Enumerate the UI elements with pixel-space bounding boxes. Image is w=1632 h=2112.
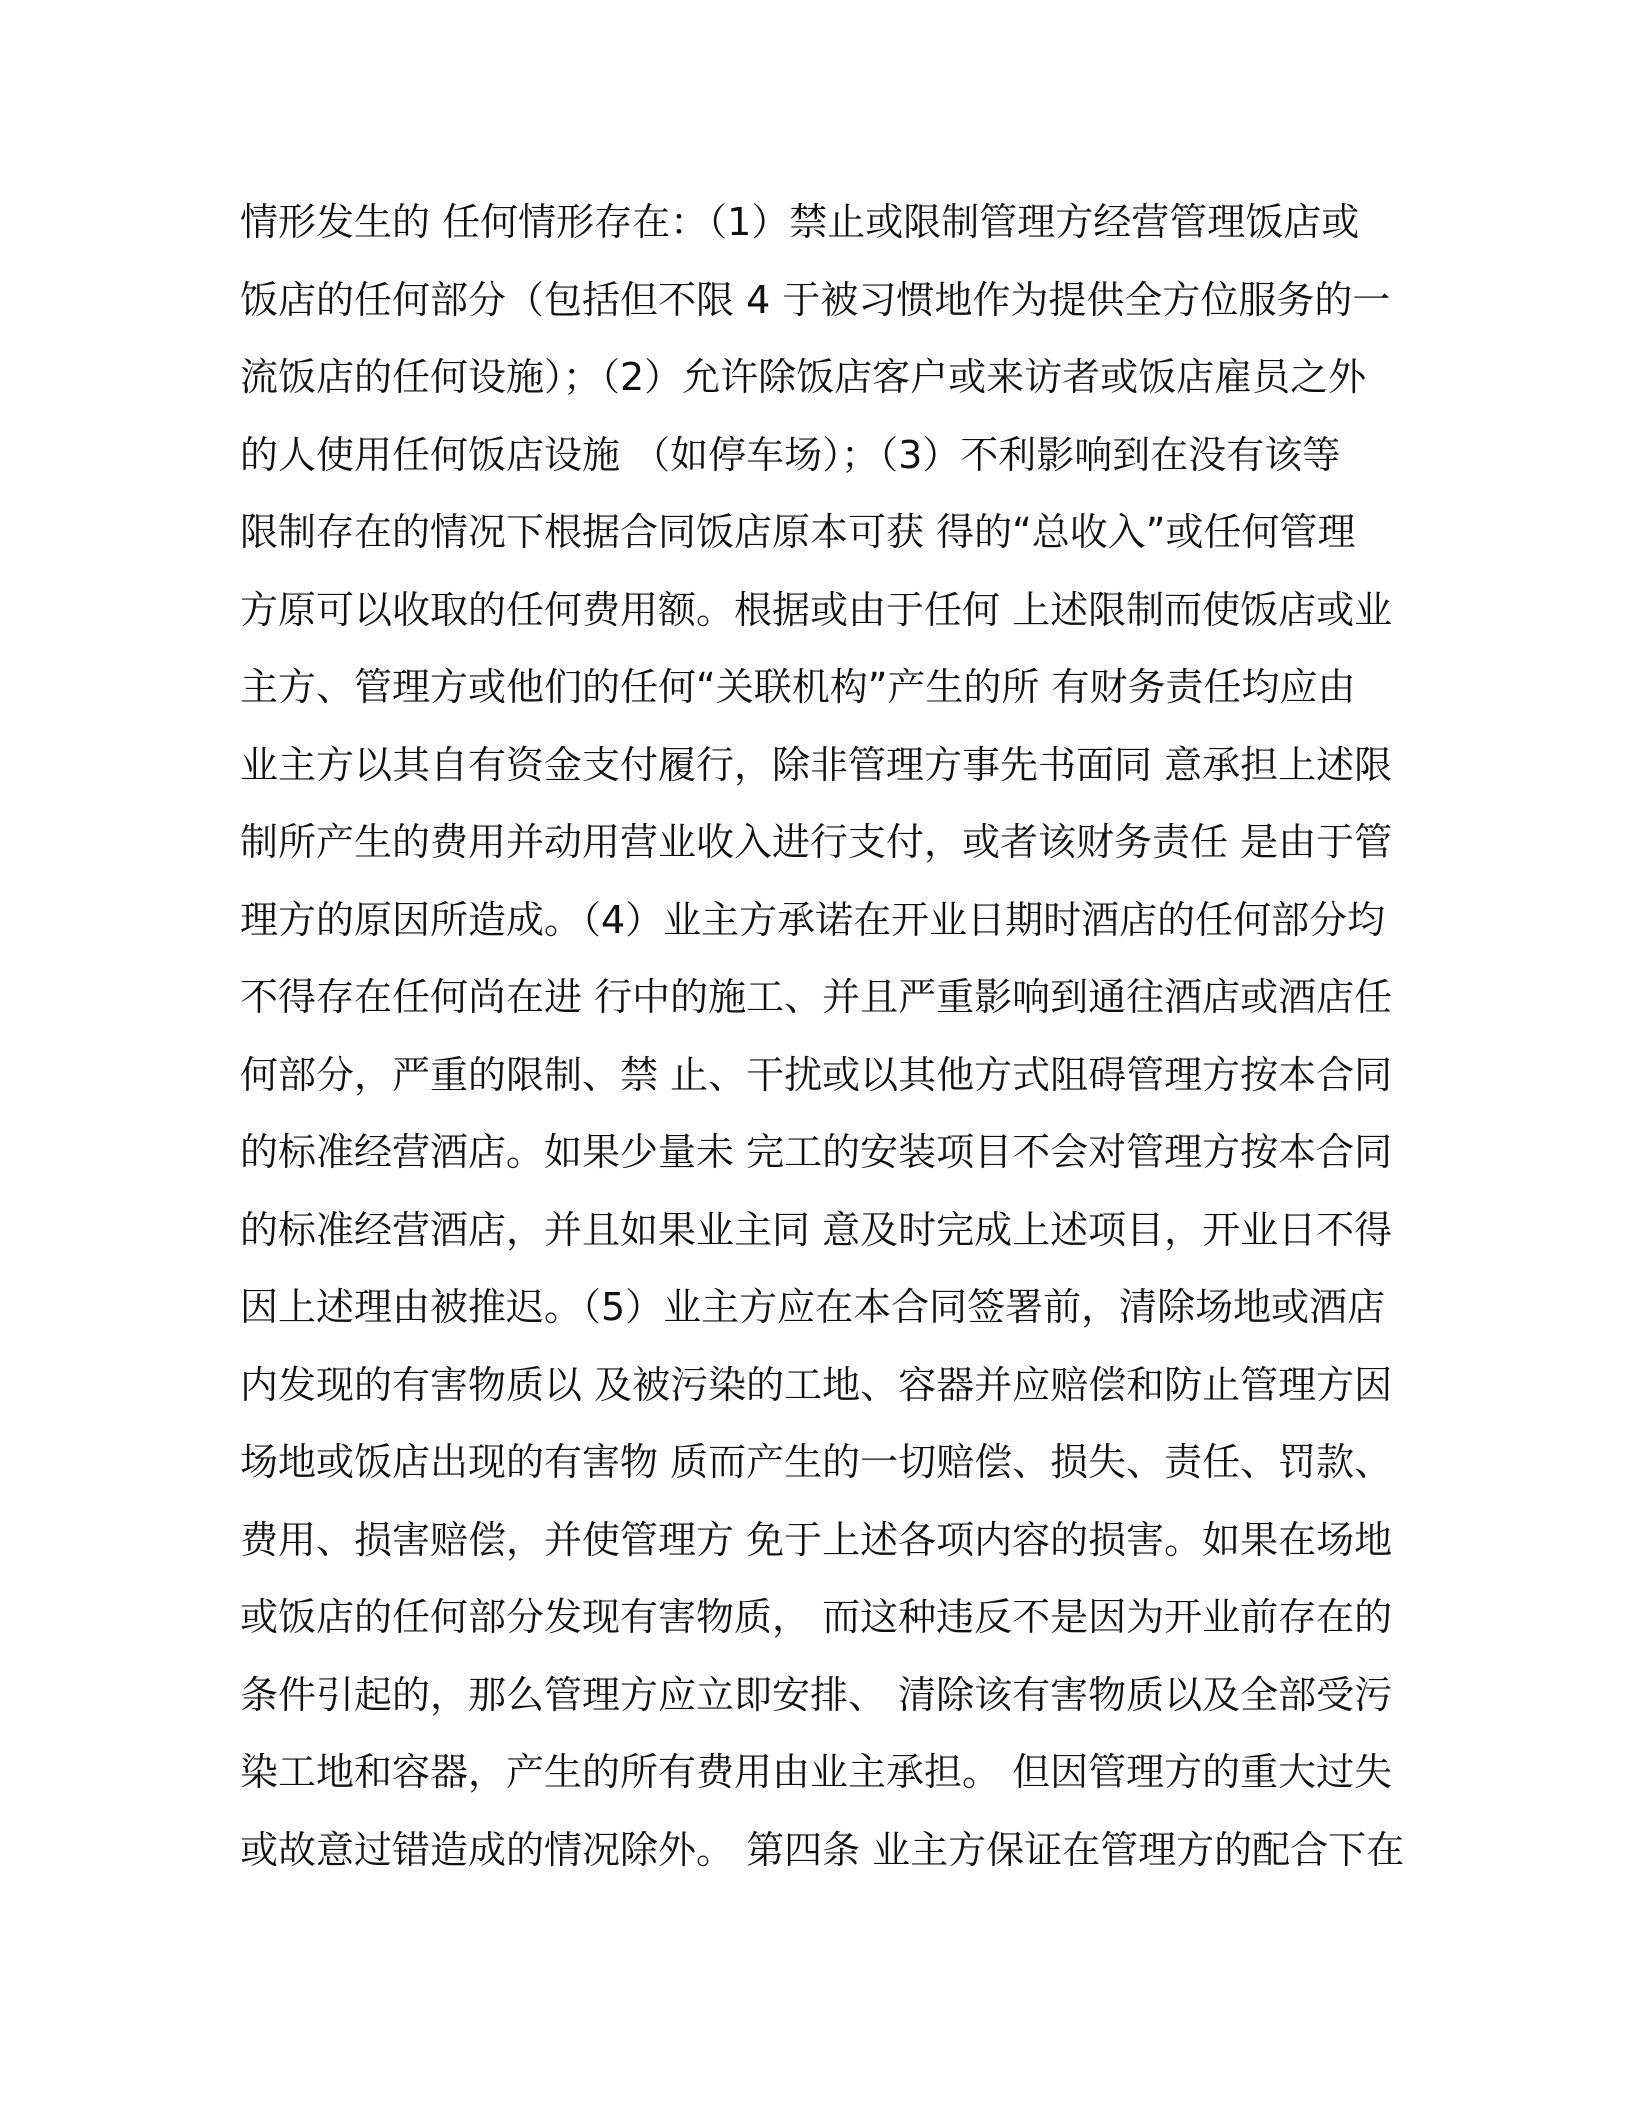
text-line: 的标准经营酒店。如果少量未 完工的安装项目不会对管理方按本合同 bbox=[240, 1130, 1393, 1174]
text-line: 限制存在的情况下根据合同饭店原本可获 得的“总收入”或任何管理 bbox=[240, 510, 1356, 554]
text-line: 理方的原因所造成。（4）业主方承诺在开业日期时酒店的任何部分均 bbox=[240, 897, 1386, 942]
text-line: 制所产生的费用并动用营业收入进行支付，或者该财务责任 是由于管 bbox=[240, 820, 1393, 864]
text-line: 场地或饭店出现的有害物 质而产生的一切赔偿、损失、责任、罚款、 bbox=[240, 1440, 1393, 1484]
text-line: 方原可以收取的任何费用额。根据或由于任何 上述限制而使饭店或业 bbox=[240, 587, 1393, 632]
text-line: 流饭店的任何设施）；（2）允许除饭店客户或来访者或饭店雇员之外 bbox=[240, 355, 1367, 399]
text-line: 何部分，严重的限制、禁 止、干扰或以其他方式阻碍管理方按本合同 bbox=[240, 1052, 1393, 1097]
text-line: 内发现的有害物质以 及被污染的工地、容器并应赔偿和防止管理方因 bbox=[240, 1362, 1393, 1407]
text-line: 不得存在任何尚在进 行中的施工、并且严重影响到通往酒店或酒店任 bbox=[240, 975, 1393, 1019]
text-line: 条件引起的，那么管理方应立即安排、 清除该有害物质以及全部受污 bbox=[240, 1672, 1393, 1717]
text-line: 的标准经营酒店，并且如果业主同 意及时完成上述项目，开业日不得 bbox=[240, 1207, 1393, 1252]
text-line: 业主方以其自有资金支付履行，除非管理方事先书面同 意承担上述限 bbox=[240, 742, 1393, 787]
text-line: 主方、管理方或他们的任何“关联机构”产生的所 有财务责任均应由 bbox=[240, 665, 1356, 709]
text-line: 或饭店的任何部分发现有害物质， 而这种违反不是因为开业前存在的 bbox=[240, 1595, 1393, 1639]
text-line: 饭店的任何部分（包括但不限 4 于被习惯地作为提供全方位服务的一 bbox=[240, 277, 1391, 322]
text-line: 的人使用任何饭店设施 （如停车场）；（3）不利影响到在没有该等 bbox=[240, 432, 1341, 477]
text-line: 或故意过错造成的情况除外。 第四条 业主方保证在管理方的配合下在 bbox=[240, 1827, 1405, 1872]
text-line: 因上述理由被推迟。（5）业主方应在本合同签署前，清除场地或酒店 bbox=[240, 1285, 1386, 1329]
body-text bbox=[240, 184, 1420, 1889]
text-line: 费用、损害赔偿，并使管理方 免于上述各项内容的损害。如果在场地 bbox=[240, 1517, 1393, 1562]
text-line: 情形发生的 任何情形存在：（1）禁止或限制管理方经营管理饭店或 bbox=[240, 200, 1360, 244]
text-line: 染工地和容器，产生的所有费用由业主承担。 但因管理方的重大过失 bbox=[240, 1750, 1393, 1794]
